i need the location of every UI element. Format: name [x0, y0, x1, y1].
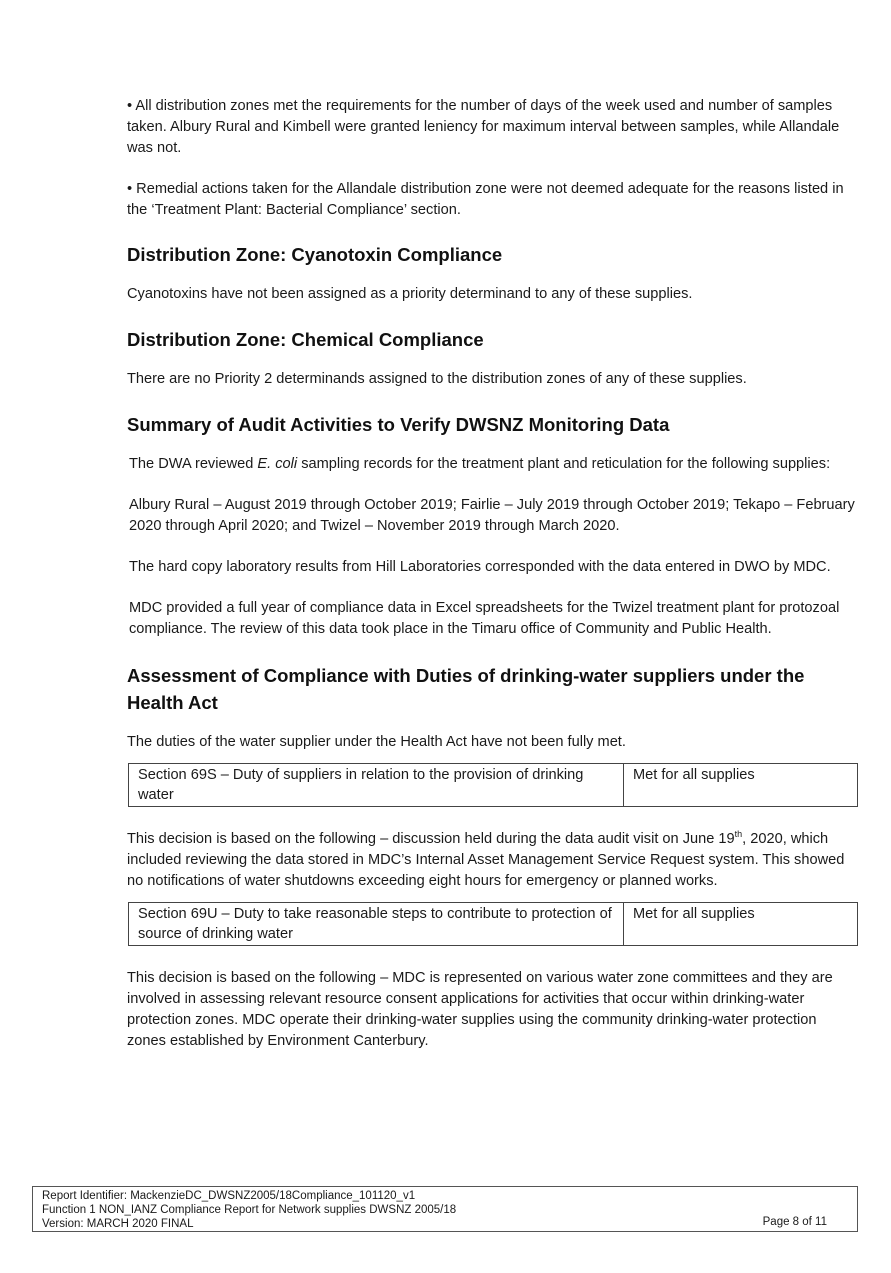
audit-paragraph-1: The DWA reviewed E. coli sampling records for the treatment plant and reticulation for the following supplies: — [129, 456, 831, 472]
decision-69s: This decision is based on the following – discussion held during the data audit visit on June 19th, 2020, which included reviewing the data stored in MDC’s Internal Asset Management Service Request system. This showed no notifications of water shutdowns exceeding eight hours for emergency or planned works. — [127, 829, 845, 889]
page-footer — [32, 1186, 858, 1232]
chemical-text: There are no Priority 2 determinands assigned to the distribution zones of any of these supplies. — [127, 371, 747, 387]
footer-page-number: Page 8 of 11 — [762, 1216, 827, 1228]
duty-69u-status: Met for all supplies — [624, 903, 858, 946]
audit-paragraph-2: Albury Rural – August 2019 through October 2019; Fairlie – July 2019 through October 2019; Tekapo – February 2020 through April 2020; and Twizel – November 2019 through March 2020. — [129, 497, 855, 534]
document-body — [127, 96, 855, 1052]
decision-69u: This decision is based on the following – MDC is represented on various water zone committees and they are involved in assessing relevant resource consent applications for activities that occur within drinking-water protection zones. MDC operate their drinking-water supplies using the community drinking-water protection zones established by Environment Canterbury. — [127, 970, 833, 1049]
e-coli-italic: E. coli — [257, 456, 298, 472]
footer-report-identifier: Report Identifier: MackenzieDC_DWSNZ2005/18Compliance_101120_v1 — [42, 1190, 416, 1202]
bullet-remedial-actions: • Remedial actions taken for the Allandale distribution zone were not deemed adequate for the reasons listed in the ‘Treatment Plant: Bacterial Compliance’ section. — [127, 181, 844, 218]
duty-table-69s — [128, 763, 858, 807]
heading-chemical: Distribution Zone: Chemical Compliance — [127, 329, 484, 350]
heading-audit: Summary of Audit Activities to Verify DWSNZ Monitoring Data — [127, 414, 670, 435]
audit-paragraph-3: The hard copy laboratory results from Hill Laboratories corresponded with the data entered in DWO by MDC. — [129, 559, 831, 575]
footer-function: Function 1 NON_IANZ Compliance Report for Network supplies DWSNZ 2005/18 — [42, 1204, 457, 1216]
duty-69u-label: Section 69U – Duty to take reasonable steps to contribute to protection of source of drinking water — [129, 903, 624, 946]
cyanotoxin-text: Cyanotoxins have not been assigned as a priority determinand to any of these supplies. — [127, 286, 693, 302]
heading-assessment: Assessment of Compliance with Duties of drinking-water suppliers under the Health Act — [127, 665, 805, 713]
audit-paragraph-4: MDC provided a full year of compliance data in Excel spreadsheets for the Twizel treatment plant for protozoal compliance. The review of this data took place in the Timaru office of Community and Public Health. — [129, 600, 840, 637]
duty-69s-label: Section 69S – Duty of suppliers in relation to the provision of drinking water — [129, 764, 624, 807]
footer-version: Version: MARCH 2020 FINAL — [42, 1218, 194, 1230]
bullet-distribution-zones: • All distribution zones met the requirements for the number of days of the week used and number of samples taken. Albury Rural and Kimbell were granted leniency for maximum interval between samples, while Allandale was not. — [127, 98, 840, 156]
duty-table-69u — [128, 902, 858, 946]
duty-69s-status: Met for all supplies — [624, 764, 858, 807]
assessment-intro: The duties of the water supplier under the Health Act have not been fully met. — [127, 734, 626, 750]
heading-cyanotoxin: Distribution Zone: Cyanotoxin Compliance — [127, 244, 503, 265]
